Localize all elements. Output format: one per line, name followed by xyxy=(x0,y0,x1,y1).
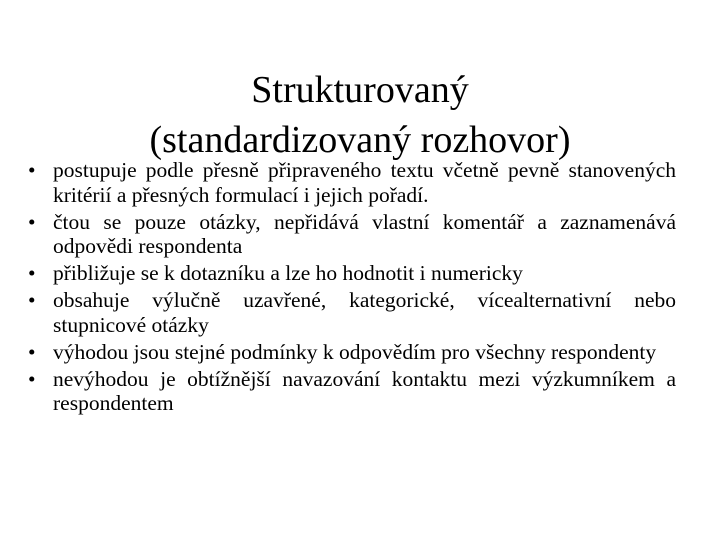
bullet-item: • postupuje podle přesně připraveného textu včetně pevně stanovených kritérií a přesných formulací i jejich pořadí. xyxy=(26,158,676,207)
bullet-item: • čtou se pouze otázky, nepřidává vlastní komentář a zaznamenává odpovědi respondenta xyxy=(26,210,676,259)
slide-title-line-1: Strukturovaný xyxy=(251,69,469,112)
bullet-item: • nevýhodou je obtížnější navazování kontaktu mezi výzkumníkem a respondentem xyxy=(26,367,676,416)
slide-title-line-2: (standardizovaný rozhovor) xyxy=(149,119,571,162)
bullet-list xyxy=(26,158,676,418)
slide-title xyxy=(60,65,660,165)
bullet-item: • přibližuje se k dotazníku a lze ho hodnotit i numericky xyxy=(26,261,676,286)
bullet-item: • výhodou jsou stejné podmínky k odpovědím pro všechny respondenty xyxy=(26,340,676,365)
bullet-item: • obsahuje výlučně uzavřené, kategorické, vícealternativní nebo stupnicové otázky xyxy=(26,288,676,337)
